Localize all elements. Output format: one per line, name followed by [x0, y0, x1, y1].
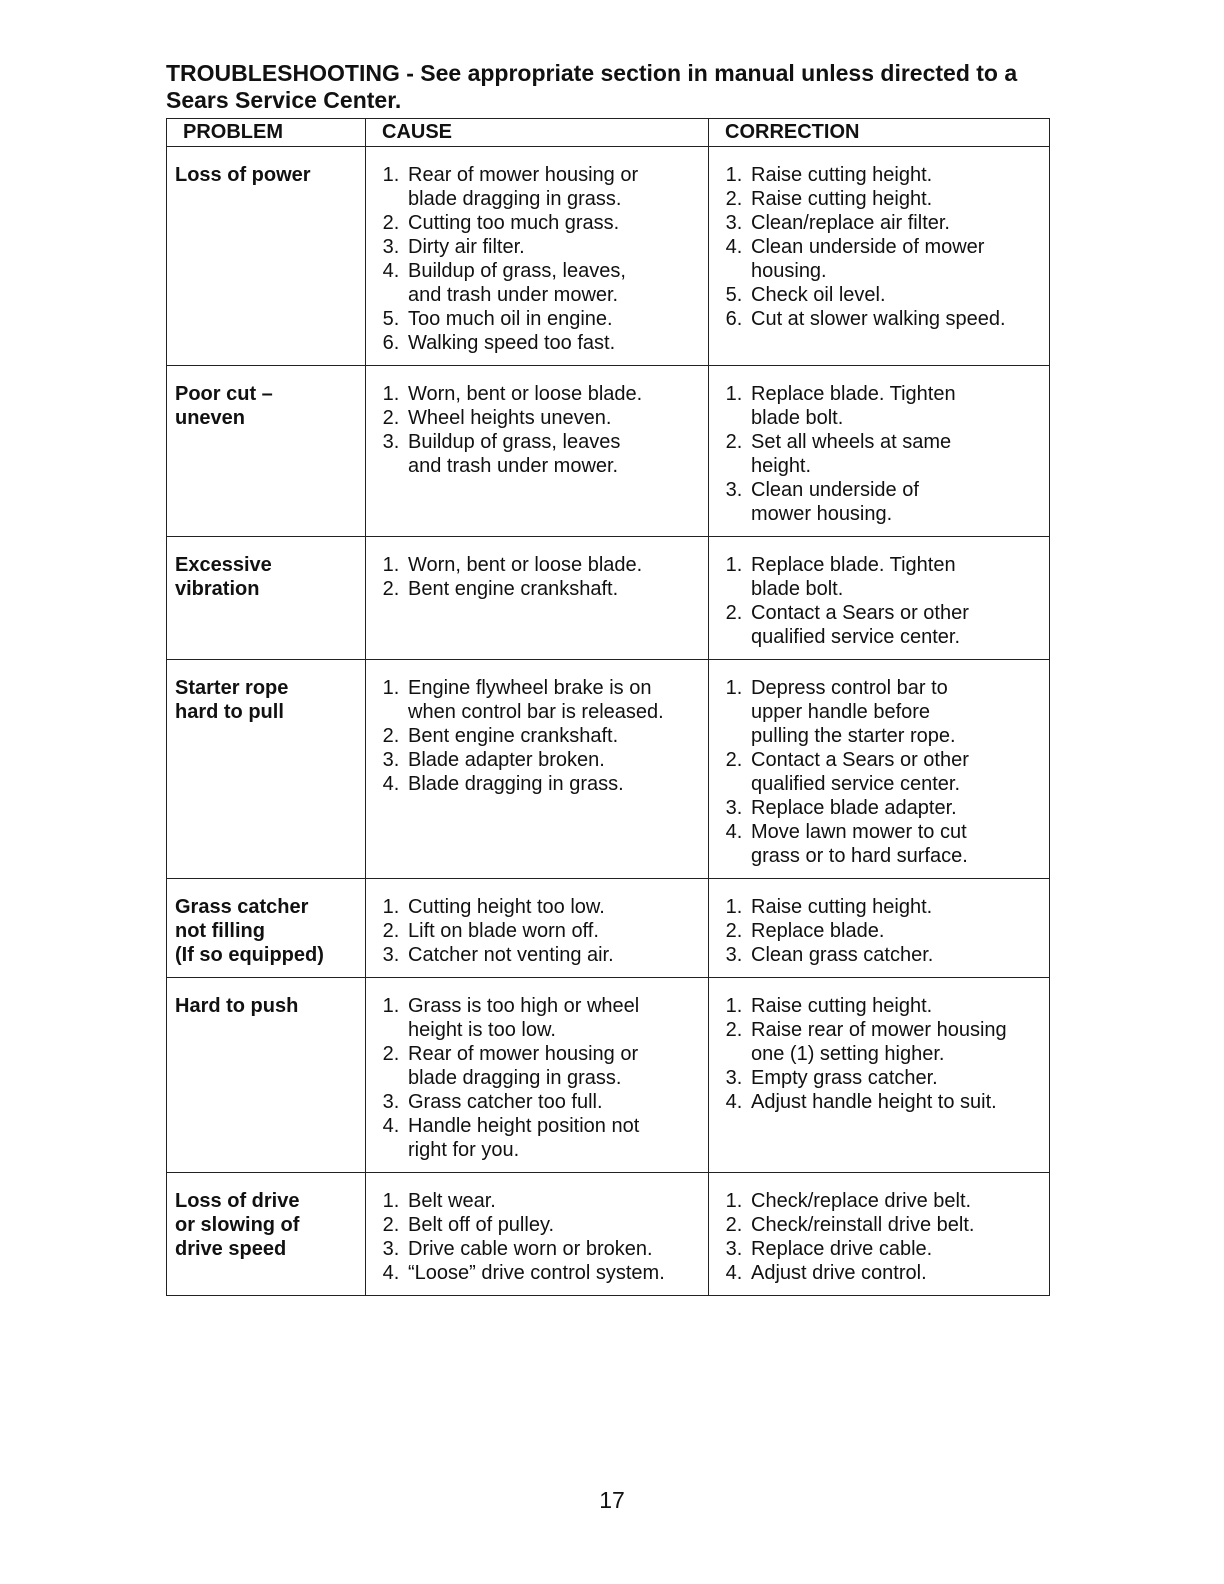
correction-item — [717, 943, 1043, 967]
cause-item — [374, 994, 702, 1042]
cause-cell — [366, 366, 709, 537]
problem-cell: Loss of power — [167, 147, 366, 366]
item-text: Raise rear of mower housing one (1) setting higher. — [751, 1019, 1007, 1065]
item-text: Drive cable worn or broken. — [408, 1238, 653, 1260]
item-number: 1. — [725, 1190, 743, 1212]
cause-list — [374, 994, 702, 1162]
item-number: 3. — [382, 236, 400, 258]
item-number: 1. — [382, 677, 400, 699]
correction-item — [717, 994, 1043, 1018]
cause-item — [374, 259, 702, 307]
correction-cell — [709, 537, 1050, 660]
item-text: Catcher not venting air. — [408, 944, 614, 966]
item-number: 4. — [382, 260, 400, 282]
item-text: Clean underside of mower housing. — [751, 236, 985, 282]
item-text: Cutting height too low. — [408, 896, 605, 918]
cause-cell — [366, 147, 709, 366]
cause-item — [374, 331, 702, 355]
correction-item — [717, 553, 1043, 601]
correction-item — [717, 1189, 1043, 1213]
page-number: 17 — [599, 1487, 625, 1513]
item-number: 2. — [725, 602, 743, 624]
table-row — [167, 1173, 1050, 1296]
cause-item — [374, 307, 702, 331]
problem-cell: Loss of drive or slowing of drive speed — [167, 1173, 366, 1296]
header-problem: PROBLEM — [167, 119, 366, 147]
item-number: 1. — [725, 677, 743, 699]
cause-item — [374, 406, 702, 430]
correction-item — [717, 820, 1043, 868]
cause-item — [374, 1114, 702, 1162]
cause-list — [374, 1189, 702, 1285]
item-text: Raise cutting height. — [751, 995, 933, 1017]
correction-item — [717, 1018, 1043, 1066]
item-text: Clean underside of mower housing. — [751, 479, 919, 525]
item-number: 2. — [725, 920, 743, 942]
item-text: Set all wheels at same height. — [751, 431, 952, 477]
item-text: Blade adapter broken. — [408, 749, 605, 771]
correction-item — [717, 676, 1043, 748]
correction-list — [717, 553, 1043, 649]
cause-item — [374, 895, 702, 919]
item-number: 2. — [382, 578, 400, 600]
item-number: 4. — [382, 1115, 400, 1137]
correction-cell — [709, 366, 1050, 537]
correction-item — [717, 1066, 1043, 1090]
item-text: Check/replace drive belt. — [751, 1190, 972, 1212]
item-number: 2. — [382, 725, 400, 747]
cause-item — [374, 772, 702, 796]
cause-cell — [366, 879, 709, 978]
correction-item — [717, 382, 1043, 430]
item-text: Grass is too high or wheel height is too low. — [408, 995, 640, 1041]
item-number: 4. — [725, 821, 743, 843]
item-number: 2. — [382, 1214, 400, 1236]
item-number: 3. — [725, 797, 743, 819]
correction-item — [717, 283, 1043, 307]
correction-item — [717, 895, 1043, 919]
cause-item — [374, 1237, 702, 1261]
cause-cell — [366, 660, 709, 879]
cause-cell — [366, 1173, 709, 1296]
correction-cell — [709, 660, 1050, 879]
item-text: Buildup of grass, leaves, and trash under mower. — [408, 260, 626, 306]
item-number: 1. — [725, 164, 743, 186]
cause-list — [374, 895, 702, 967]
correction-item — [717, 748, 1043, 796]
header-cause: CAUSE — [366, 119, 709, 147]
cause-item — [374, 1189, 702, 1213]
problem-cell: Grass catcher not filling (If so equipped) — [167, 879, 366, 978]
item-number: 2. — [725, 1019, 743, 1041]
item-text: Empty grass catcher. — [751, 1067, 938, 1089]
item-text: Raise cutting height. — [751, 896, 933, 918]
item-number: 2. — [725, 431, 743, 453]
item-number: 3. — [382, 1238, 400, 1260]
correction-item — [717, 601, 1043, 649]
item-text: Wheel heights uneven. — [408, 407, 612, 429]
correction-item — [717, 163, 1043, 187]
item-text: Check/reinstall drive belt. — [751, 1214, 975, 1236]
correction-list — [717, 676, 1043, 868]
item-text: Engine flywheel brake is on when control bar is released. — [408, 677, 664, 723]
table-row — [167, 366, 1050, 537]
item-text: “Loose” drive control system. — [408, 1262, 665, 1284]
item-text: Adjust drive control. — [751, 1262, 927, 1284]
item-text: Handle height position not right for you. — [408, 1115, 640, 1161]
item-text: Clean/replace air filter. — [751, 212, 950, 234]
table-row — [167, 978, 1050, 1173]
item-text: Dirty air filter. — [408, 236, 525, 258]
item-text: Cutting too much grass. — [408, 212, 620, 234]
item-number: 2. — [382, 1043, 400, 1065]
correction-list — [717, 895, 1043, 967]
item-text: Check oil level. — [751, 284, 886, 306]
correction-item — [717, 1261, 1043, 1285]
correction-cell — [709, 978, 1050, 1173]
item-text: Bent engine crankshaft. — [408, 725, 619, 747]
item-number: 4. — [382, 773, 400, 795]
item-number: 3. — [725, 944, 743, 966]
item-text: Bent engine crankshaft. — [408, 578, 619, 600]
item-text: Worn, bent or loose blade. — [408, 383, 643, 405]
correction-item — [717, 478, 1043, 526]
item-number: 3. — [382, 749, 400, 771]
correction-item — [717, 919, 1043, 943]
item-number: 1. — [382, 383, 400, 405]
correction-cell — [709, 147, 1050, 366]
item-number: 3. — [382, 944, 400, 966]
table-row — [167, 879, 1050, 978]
item-number: 1. — [725, 995, 743, 1017]
cause-cell — [366, 537, 709, 660]
cause-item — [374, 1090, 702, 1114]
item-number: 2. — [725, 1214, 743, 1236]
table-row — [167, 147, 1050, 366]
item-text: Replace blade. Tighten blade bolt. — [751, 383, 956, 429]
cause-item — [374, 235, 702, 259]
cause-item — [374, 577, 702, 601]
problem-cell: Starter rope hard to pull — [167, 660, 366, 879]
correction-item — [717, 211, 1043, 235]
item-number: 3. — [725, 212, 743, 234]
item-number: 1. — [725, 554, 743, 576]
item-number: 1. — [382, 1190, 400, 1212]
cause-item — [374, 748, 702, 772]
item-number: 2. — [725, 188, 743, 210]
cause-item — [374, 211, 702, 235]
problem-cell: Excessive vibration — [167, 537, 366, 660]
correction-cell — [709, 879, 1050, 978]
item-number: 2. — [725, 749, 743, 771]
cause-item — [374, 676, 702, 724]
item-text: Lift on blade worn off. — [408, 920, 599, 942]
cause-item — [374, 919, 702, 943]
item-number: 3. — [725, 1238, 743, 1260]
item-text: Buildup of grass, leaves and trash under mower. — [408, 431, 621, 477]
item-number: 2. — [382, 920, 400, 942]
correction-item — [717, 1090, 1043, 1114]
troubleshooting-table — [166, 118, 1050, 1296]
item-text: Blade dragging in grass. — [408, 773, 624, 795]
cause-item — [374, 163, 702, 211]
cause-item — [374, 1261, 702, 1285]
item-text: Rear of mower housing or blade dragging in grass. — [408, 1043, 639, 1089]
item-number: 1. — [725, 896, 743, 918]
cause-list — [374, 382, 702, 478]
item-number: 6. — [725, 308, 743, 330]
item-number: 5. — [725, 284, 743, 306]
cause-cell — [366, 978, 709, 1173]
item-number: 2. — [382, 407, 400, 429]
table-row — [167, 537, 1050, 660]
correction-item — [717, 430, 1043, 478]
correction-item — [717, 307, 1043, 331]
problem-cell: Hard to push — [167, 978, 366, 1173]
cause-item — [374, 1042, 702, 1090]
item-text: Rear of mower housing or blade dragging in grass. — [408, 164, 639, 210]
item-number: 3. — [725, 1067, 743, 1089]
item-text: Belt wear. — [408, 1190, 496, 1212]
correction-item — [717, 1213, 1043, 1237]
item-text: Adjust handle height to suit. — [751, 1091, 997, 1113]
item-number: 4. — [725, 1262, 743, 1284]
correction-list — [717, 163, 1043, 331]
correction-item — [717, 796, 1043, 820]
cause-item — [374, 430, 702, 478]
item-text: Grass catcher too full. — [408, 1091, 603, 1113]
correction-item — [717, 187, 1043, 211]
item-text: Replace blade. Tighten blade bolt. — [751, 554, 956, 600]
item-number: 3. — [725, 479, 743, 501]
item-number: 3. — [382, 431, 400, 453]
correction-item — [717, 1237, 1043, 1261]
problem-cell: Poor cut – uneven — [167, 366, 366, 537]
item-text: Replace drive cable. — [751, 1238, 933, 1260]
item-number: 1. — [382, 164, 400, 186]
correction-list — [717, 1189, 1043, 1285]
correction-cell — [709, 1173, 1050, 1296]
item-number: 6. — [382, 332, 400, 354]
item-number: 2. — [382, 212, 400, 234]
item-text: Worn, bent or loose blade. — [408, 554, 643, 576]
item-number: 4. — [382, 1262, 400, 1284]
item-text: Raise cutting height. — [751, 188, 933, 210]
table-body — [167, 147, 1050, 1296]
item-number: 5. — [382, 308, 400, 330]
cause-item — [374, 943, 702, 967]
item-number: 1. — [382, 995, 400, 1017]
correction-item — [717, 235, 1043, 283]
table-header-row — [167, 119, 1050, 147]
cause-item — [374, 382, 702, 406]
item-number: 1. — [382, 554, 400, 576]
item-text: Replace blade. — [751, 920, 885, 942]
item-number: 4. — [725, 1091, 743, 1113]
cause-list — [374, 163, 702, 355]
cause-item — [374, 724, 702, 748]
correction-list — [717, 994, 1043, 1114]
item-number: 4. — [725, 236, 743, 258]
table-row — [167, 660, 1050, 879]
item-text: Belt off of pulley. — [408, 1214, 555, 1236]
item-number: 1. — [725, 383, 743, 405]
correction-list — [717, 382, 1043, 526]
item-number: 3. — [382, 1091, 400, 1113]
item-text: Contact a Sears or other qualified service center. — [751, 749, 969, 795]
cause-list — [374, 676, 702, 796]
item-text: Raise cutting height. — [751, 164, 933, 186]
item-text: Contact a Sears or other qualified service center. — [751, 602, 969, 648]
item-text: Cut at slower walking speed. — [751, 308, 1006, 330]
item-text: Move lawn mower to cut grass or to hard surface. — [751, 821, 968, 867]
item-number: 1. — [382, 896, 400, 918]
cause-item — [374, 553, 702, 577]
item-text: Clean grass catcher. — [751, 944, 934, 966]
cause-list — [374, 553, 702, 601]
page-title: TROUBLESHOOTING - See appropriate section in manual unless directed to a Sears Service Center. — [166, 60, 1018, 113]
cause-item — [374, 1213, 702, 1237]
item-text: Too much oil in engine. — [408, 308, 613, 330]
header-correction: CORRECTION — [709, 119, 1050, 147]
item-text: Depress control bar to upper handle before pulling the starter rope. — [751, 677, 956, 747]
item-text: Walking speed too fast. — [408, 332, 616, 354]
item-text: Replace blade adapter. — [751, 797, 957, 819]
